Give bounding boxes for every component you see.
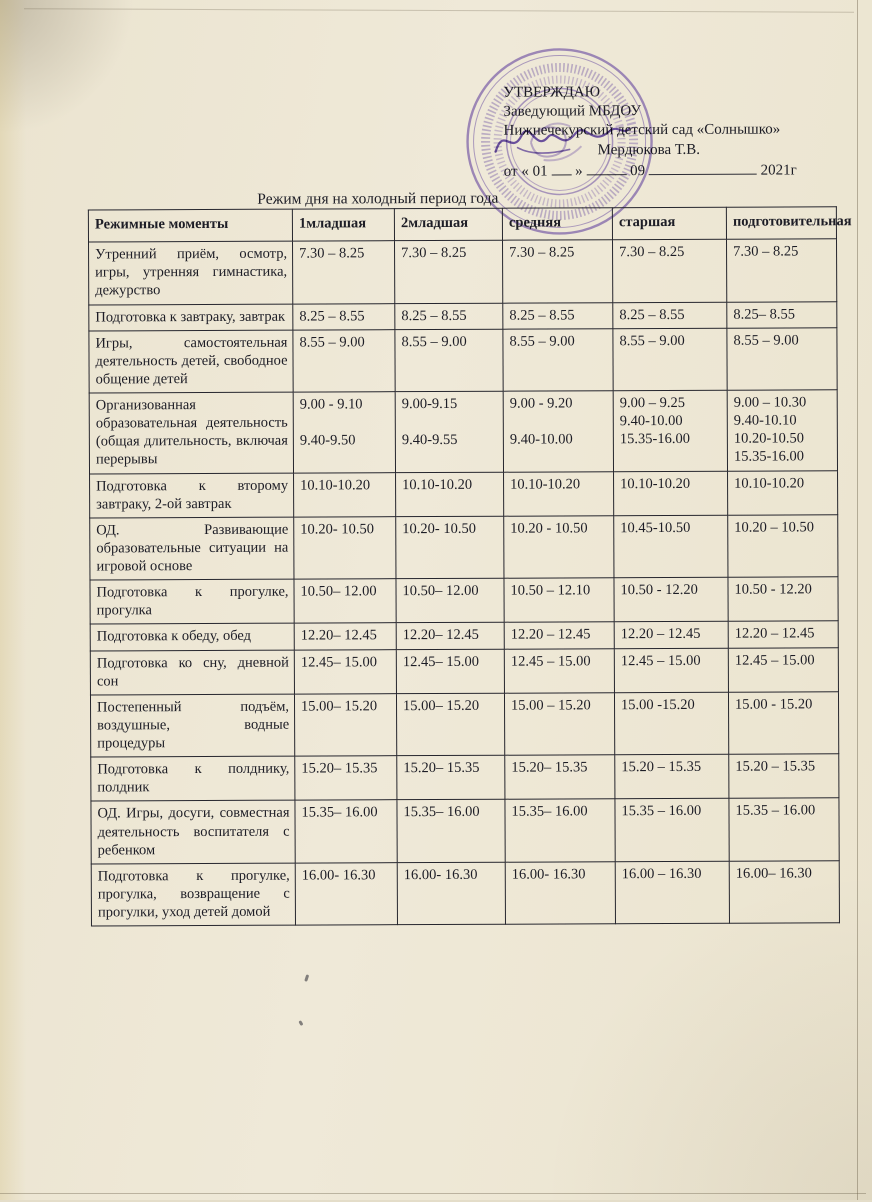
time-cell: 15.35 – 16.00: [729, 798, 839, 861]
time-cell: 8.55 – 9.00: [613, 328, 727, 391]
approval-line-2: Заведующий МБДОУ: [503, 101, 855, 122]
row-label-cell: Подготовка к прогулке, прогулка, возвращение с прогулки, уход детей домой: [91, 863, 295, 926]
time-cell: 16.00 – 16.30: [615, 861, 729, 924]
schedule-table: [88, 206, 840, 926]
time-cell: 15.35– 16.00: [397, 800, 505, 863]
row-label-cell: ОД. Игры, досуги, совместная деятельность воспитателя с ребенком: [91, 800, 295, 863]
time-cell: 10.50– 12.00: [294, 579, 396, 624]
time-cell: 10.10-10.20: [294, 472, 396, 517]
time-cell: 12.20 – 12.45: [504, 622, 614, 649]
time-cell: 10.10-10.20: [504, 471, 614, 516]
time-cell: 8.25 – 8.55: [395, 303, 503, 330]
table-row: [91, 860, 839, 926]
time-cell: 9.00-9.15 9.40-9.55: [395, 391, 503, 472]
time-cell: 15.20– 15.35: [295, 756, 397, 801]
row-label-cell: Подготовка к второму завтраку, 2-ой завтрак: [90, 473, 294, 518]
time-cell: 7.30 – 8.25: [503, 240, 613, 303]
row-label-cell: Постепенный подъём, воздушные, водные процедуры: [90, 694, 294, 757]
scan-artifact: [304, 974, 309, 982]
row-label-cell: Подготовка ко сну, дневной сон: [90, 650, 294, 695]
table-row: [90, 621, 838, 650]
table-row: [89, 239, 837, 305]
time-cell: 16.00- 16.30: [397, 862, 505, 925]
table-row: [90, 470, 838, 518]
time-cell: 10.50 - 12.20: [614, 577, 728, 622]
time-cell: 7.30 – 8.25: [395, 240, 503, 303]
table-row: [90, 577, 838, 625]
time-cell: 16.00- 16.30: [295, 862, 397, 925]
time-cell: 8.25– 8.55: [727, 301, 837, 328]
row-label-cell: Подготовка к обеду, обед: [90, 623, 294, 650]
time-cell: 10.20- 10.50: [396, 516, 504, 579]
time-cell: 8.55 – 9.00: [503, 328, 613, 391]
time-cell: 7.30 – 8.25: [613, 239, 727, 302]
time-cell: 8.55 – 9.00: [395, 329, 503, 392]
time-cell: 10.20- 10.50: [294, 516, 396, 579]
time-cell: 15.00 - 15.20: [728, 691, 838, 754]
time-cell: 10.20 – 10.50: [728, 514, 838, 577]
approval-line-3: Нижнечекурский детский сад «Солнышко»: [503, 120, 855, 141]
time-cell: 12.20– 12.45: [294, 623, 396, 650]
time-cell: 10.50 – 12.10: [504, 578, 614, 623]
table-row: [90, 647, 838, 695]
time-cell: 10.20 - 10.50: [504, 515, 614, 578]
row-label-cell: ОД. Развивающие образовательные ситуации на игровой основе: [90, 517, 294, 580]
approval-line-1: УТВЕРЖДАЮ: [503, 82, 855, 103]
time-cell: 9.00 – 9.25 9.40-10.00 15.35-16.00: [613, 390, 727, 471]
time-cell: 12.20 – 12.45: [614, 622, 728, 649]
time-cell: 15.35– 16.00: [505, 799, 615, 862]
time-cell: 10.10-10.20: [396, 472, 504, 517]
column-header: подготовительная: [726, 207, 836, 240]
time-cell: 16.00– 16.30: [729, 860, 839, 923]
time-cell: 9.00 – 10.30 9.40-10.10 10.20-10.50 15.35-16.00: [727, 390, 837, 471]
table-row: [89, 390, 837, 474]
header-row: [88, 207, 836, 242]
date-month: 09: [630, 163, 645, 179]
column-header: 2младшая: [394, 208, 502, 241]
column-header: средняя: [502, 208, 612, 241]
time-cell: 15.20– 15.35: [505, 755, 615, 800]
time-cell: 15.35 – 16.00: [615, 799, 729, 862]
table-row: [89, 327, 837, 393]
time-cell: 9.00 - 9.10 9.40-9.50: [293, 392, 395, 473]
time-cell: 12.20 – 12.45: [728, 621, 838, 648]
time-cell: 10.10-10.20: [614, 471, 728, 516]
time-cell: 16.00- 16.30: [505, 861, 615, 924]
row-label-cell: Подготовка к завтраку, завтрак: [89, 304, 293, 331]
row-label-cell: Подготовка к прогулке, прогулка: [90, 579, 294, 624]
handwritten-signature: [491, 117, 631, 166]
table-row: [89, 301, 837, 330]
row-label-cell: Утренний приём, осмотр, игры, утренняя гимнастика, дежурство: [89, 241, 293, 304]
time-cell: 10.50 - 12.20: [728, 577, 838, 622]
table-row: [91, 798, 839, 864]
schedule-body: [89, 239, 840, 926]
row-label-cell: Организованная образовательная деятельность (общая длительность, включая перерывы: [89, 392, 293, 473]
time-cell: 15.00 – 15.20: [504, 692, 614, 755]
time-cell: 15.20 – 15.35: [729, 754, 839, 799]
row-label-cell: Игры, самостоятельная деятельность детей, свободное общение детей: [89, 330, 293, 393]
date-year: 2021г: [761, 162, 797, 178]
time-cell: 8.55 – 9.00: [727, 327, 837, 390]
time-cell: 15.20 – 15.35: [615, 754, 729, 799]
time-cell: 7.30 – 8.25: [293, 241, 395, 304]
time-cell: 15.35– 16.00: [295, 800, 397, 863]
date-quote-close: »: [575, 163, 583, 179]
time-cell: 15.20– 15.35: [397, 755, 505, 800]
time-cell: 8.25 – 8.55: [503, 302, 613, 329]
time-cell: 10.10-10.20: [728, 470, 838, 515]
time-cell: 8.25 – 8.55: [613, 302, 727, 329]
date-prefix: от « 01: [504, 164, 548, 180]
time-cell: 7.30 – 8.25: [726, 239, 836, 302]
document-title: Режим дня на холодный период года: [88, 189, 668, 210]
column-header: 1младшая: [292, 209, 394, 242]
time-cell: 12.45 – 15.00: [728, 647, 838, 692]
scan-artifact: [298, 1020, 303, 1026]
time-cell: 12.45 – 15.00: [504, 648, 614, 693]
time-cell: 15.00– 15.20: [396, 693, 504, 756]
table-row: [90, 514, 838, 580]
time-cell: 8.25 – 8.55: [293, 303, 395, 330]
time-cell: 12.20– 12.45: [396, 623, 504, 650]
row-label-cell: Подготовка к полднику, полдник: [91, 756, 295, 801]
time-cell: 15.00 -15.20: [614, 692, 728, 755]
signatory-name: Мердюкова Т.В.: [598, 142, 700, 158]
time-cell: 9.00 - 9.20 9.40-10.00: [503, 391, 613, 472]
time-cell: 15.00– 15.20: [294, 693, 396, 756]
table-row: [90, 691, 838, 757]
time-cell: 10.50– 12.00: [396, 578, 504, 623]
column-header: Режимные моменты: [88, 209, 292, 242]
time-cell: 12.45– 15.00: [294, 649, 396, 694]
column-header: старшая: [612, 207, 726, 240]
table-row: [91, 754, 839, 802]
time-cell: 12.45– 15.00: [396, 649, 504, 694]
time-cell: 10.45-10.50: [614, 515, 728, 578]
time-cell: 12.45 – 15.00: [614, 648, 728, 693]
time-cell: 8.55 – 9.00: [293, 329, 395, 392]
